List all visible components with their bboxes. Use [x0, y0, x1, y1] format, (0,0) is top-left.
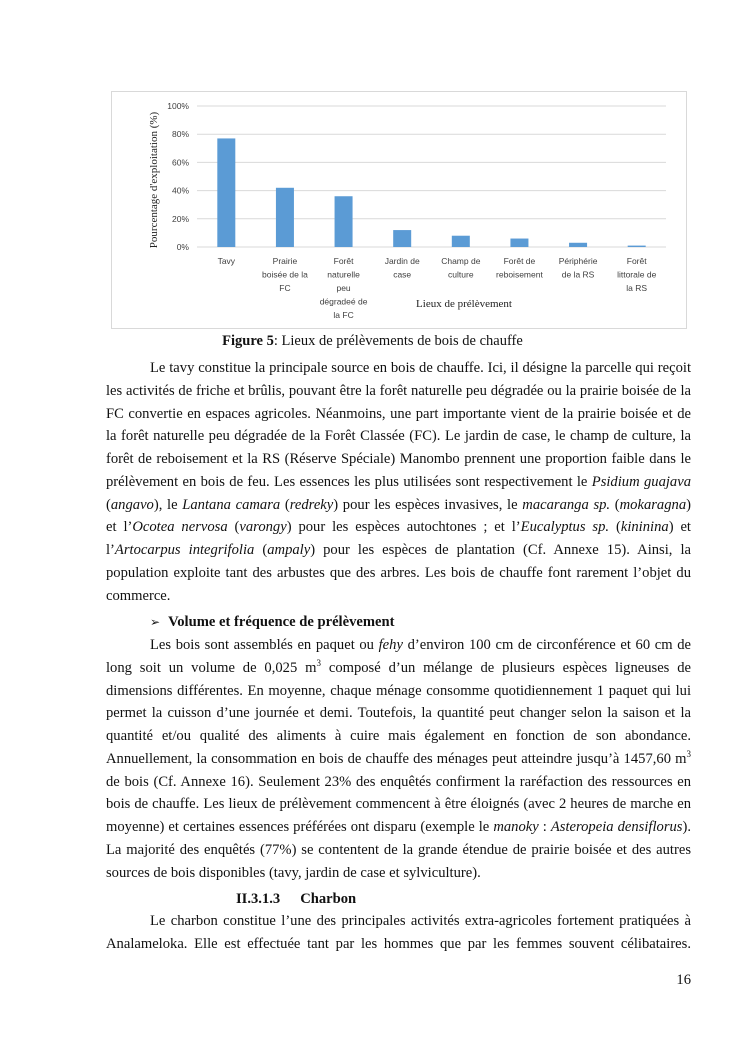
italic-text: fehy — [378, 637, 403, 653]
bar — [628, 246, 646, 247]
text-segment: ) et l’ — [106, 496, 691, 536]
bar — [510, 239, 528, 247]
italic-text: Artocarpus integrifolia — [114, 542, 255, 558]
y-tick-label: 60% — [171, 157, 189, 168]
text-segment: ) et l’ — [106, 519, 691, 558]
text-segment: ( — [106, 496, 111, 513]
x-tick-label: boisée de la — [262, 269, 308, 280]
x-tick-label: Prairie — [272, 256, 298, 266]
x-tick-label: Champ de — [441, 256, 481, 266]
text-segment: de bois (Cf. Annexe 16). Seulement 23% des enquêtés confirment la raréfaction des ressources en bois de chauffe. Les lieux de prélèvement commencent à être éloignés (avec 2 heures de marche en moyenne) et certaines essences préférées ont disparu (exemple le — [106, 773, 691, 835]
italic-text: Ocotea nervosa — [132, 519, 228, 536]
x-tick-label: Tavy — [217, 256, 236, 266]
figure-caption-text: : Lieux de prélèvements de bois de chauffe — [273, 333, 523, 349]
x-tick-label: la RS — [626, 283, 648, 293]
paragraph-3 — [106, 910, 691, 956]
superscript: 3 — [316, 657, 321, 668]
x-tick-label: Forêt — [626, 256, 647, 266]
italic-text: Eucalyptus sp. — [520, 519, 610, 536]
heading-charbon-number: II.3.1.3 — [236, 891, 281, 907]
x-tick-label: littorale de — [617, 269, 657, 280]
bar — [393, 230, 411, 247]
y-axis-label: Pourcentage d'exploitation (%) — [148, 111, 160, 249]
y-tick-label: 20% — [171, 213, 189, 224]
bar — [569, 243, 587, 247]
text-segment: ) pour les espèces de plantation (Cf. Annexe 15). Ainsi, la population exploite tant des arbustes que des arbres. Les bois de chauffe font rarement l’objet du commerce. — [106, 542, 692, 604]
bullet-arrow-icon: ➢ — [150, 615, 161, 629]
italic-text: Asteropeia densiflorus — [550, 819, 683, 835]
page-number: 16 — [676, 972, 691, 988]
x-tick-label: de la RS — [561, 269, 595, 280]
italic-text: angavo — [110, 496, 154, 513]
x-tick-label: dégradeé de — [319, 296, 368, 307]
paragraph-3-block — [106, 910, 691, 956]
italic-text: varongy — [239, 519, 287, 536]
chart-svg — [112, 92, 686, 328]
text-segment: ), le — [153, 496, 183, 513]
y-tick-label: 100% — [167, 101, 189, 111]
text-segment: ) pour les espèces invasives, le — [333, 496, 523, 513]
paragraph-1 — [106, 357, 691, 607]
heading-volume-text: Volume et fréquence de prélèvement — [168, 614, 395, 630]
paragraph-2-block — [106, 634, 691, 884]
text-segment: : — [538, 819, 551, 835]
italic-text: macaranga sp. — [522, 496, 611, 513]
text-segment: d’environ 100 cm de circonférence et 60 cm de long soit un volume de 0,025 m — [106, 637, 691, 676]
heading-charbon-text: Charbon — [300, 891, 357, 907]
text-segment: ) pour les espèces autochtones ; et l’ — [286, 519, 521, 536]
italic-text: redreky — [289, 496, 334, 513]
figure-label: Figure 5 — [222, 333, 274, 349]
text-segment: ( — [609, 519, 621, 536]
italic-text: Lantana camara — [182, 496, 281, 513]
bar — [276, 188, 294, 247]
paragraph-1-block — [106, 357, 691, 607]
figure-caption — [0, 333, 745, 350]
text-segment: Le tavy constitue la principale source en bois de chauffe. Ici, il désigne la parcelle qui reçoit les activités de friche et brûlis, pouvant être la forêt naturelle peu dégradée ou la prairie boisée de la FC convertie en espaces agricoles. Néanmoins, une part importante vient de la prairie boisée et de la forêt naturelle peu dégradée de la Forêt Classée (FC). Le jardin de case, le champ de culture, la forêt de reboisement et la RS (Réserve Spéciale) Manombo prennent une proportion faible dans le prélèvement en bois de feu. Les essences les plus utilisées sont respectivement le — [106, 360, 691, 490]
y-tick-label: 80% — [171, 129, 189, 140]
text-segment: ( — [227, 519, 240, 536]
superscript: 3 — [686, 748, 691, 759]
text-segment: ( — [254, 542, 268, 558]
x-tick-label: reboisement — [496, 269, 543, 280]
x-tick-label: Jardin de — [384, 256, 420, 266]
bar-chart — [111, 91, 687, 329]
heading-volume — [150, 614, 394, 631]
y-tick-label: 0% — [176, 242, 189, 252]
x-tick-label: Forêt — [333, 256, 354, 266]
text-segment: ( — [280, 496, 290, 513]
x-tick-label: Périphérie — [558, 256, 598, 266]
text-segment: Le charbon constitue l’une des principales activités extra-agricoles fortement pratiquées à Analameloka. Elle est effectuée tant par les hommes que par les femmes souvent célibataires. — [106, 913, 691, 952]
bar — [217, 138, 235, 247]
text-segment: composé d’un mélange de plusieurs espèces ligneuses de dimensions différentes. En moyenne, chaque ménage consomme quotidiennement 1 paquet qui lui permet la cuisson d’une journée et demi. Toutefois, la quantité peut changer selon la saison et la quantité et/ou qualité des aliments à cuire mais également en fonction de son abondance. Annuellement, la consommation en bois de chauffe des ménages peut atteindre jusqu’à 1457,60 m — [106, 659, 691, 767]
x-tick-label: la FC — [333, 310, 354, 320]
italic-text: Psidium guajava — [591, 473, 691, 490]
paragraph-2 — [106, 634, 691, 884]
heading-charbon — [236, 891, 356, 908]
italic-text: ampaly — [267, 542, 311, 558]
italic-text: manoky — [493, 819, 539, 835]
italic-text: kininina — [620, 519, 669, 536]
x-tick-label: FC — [279, 283, 291, 293]
x-tick-label: case — [393, 269, 412, 280]
y-tick-label: 40% — [171, 185, 189, 196]
text-segment: ( — [610, 496, 620, 513]
text-segment: Les bois sont assemblés en paquet ou — [150, 637, 379, 653]
x-tick-label: naturelle — [327, 269, 360, 280]
italic-text: mokaragna — [619, 496, 687, 513]
bar — [335, 196, 353, 247]
x-axis-label: Lieux de prélèvement — [416, 298, 512, 310]
text-segment: ). La majorité des enquêtés (77%) se contentent de la grande étendue de prairie boisée et des autres sources de bois disponibles (tavy, jardin de case et sylviculture). — [106, 819, 691, 881]
bar — [452, 236, 470, 247]
x-tick-label: Forêt de — [503, 256, 536, 266]
x-tick-label: culture — [448, 269, 474, 280]
x-tick-label: peu — [336, 283, 351, 293]
